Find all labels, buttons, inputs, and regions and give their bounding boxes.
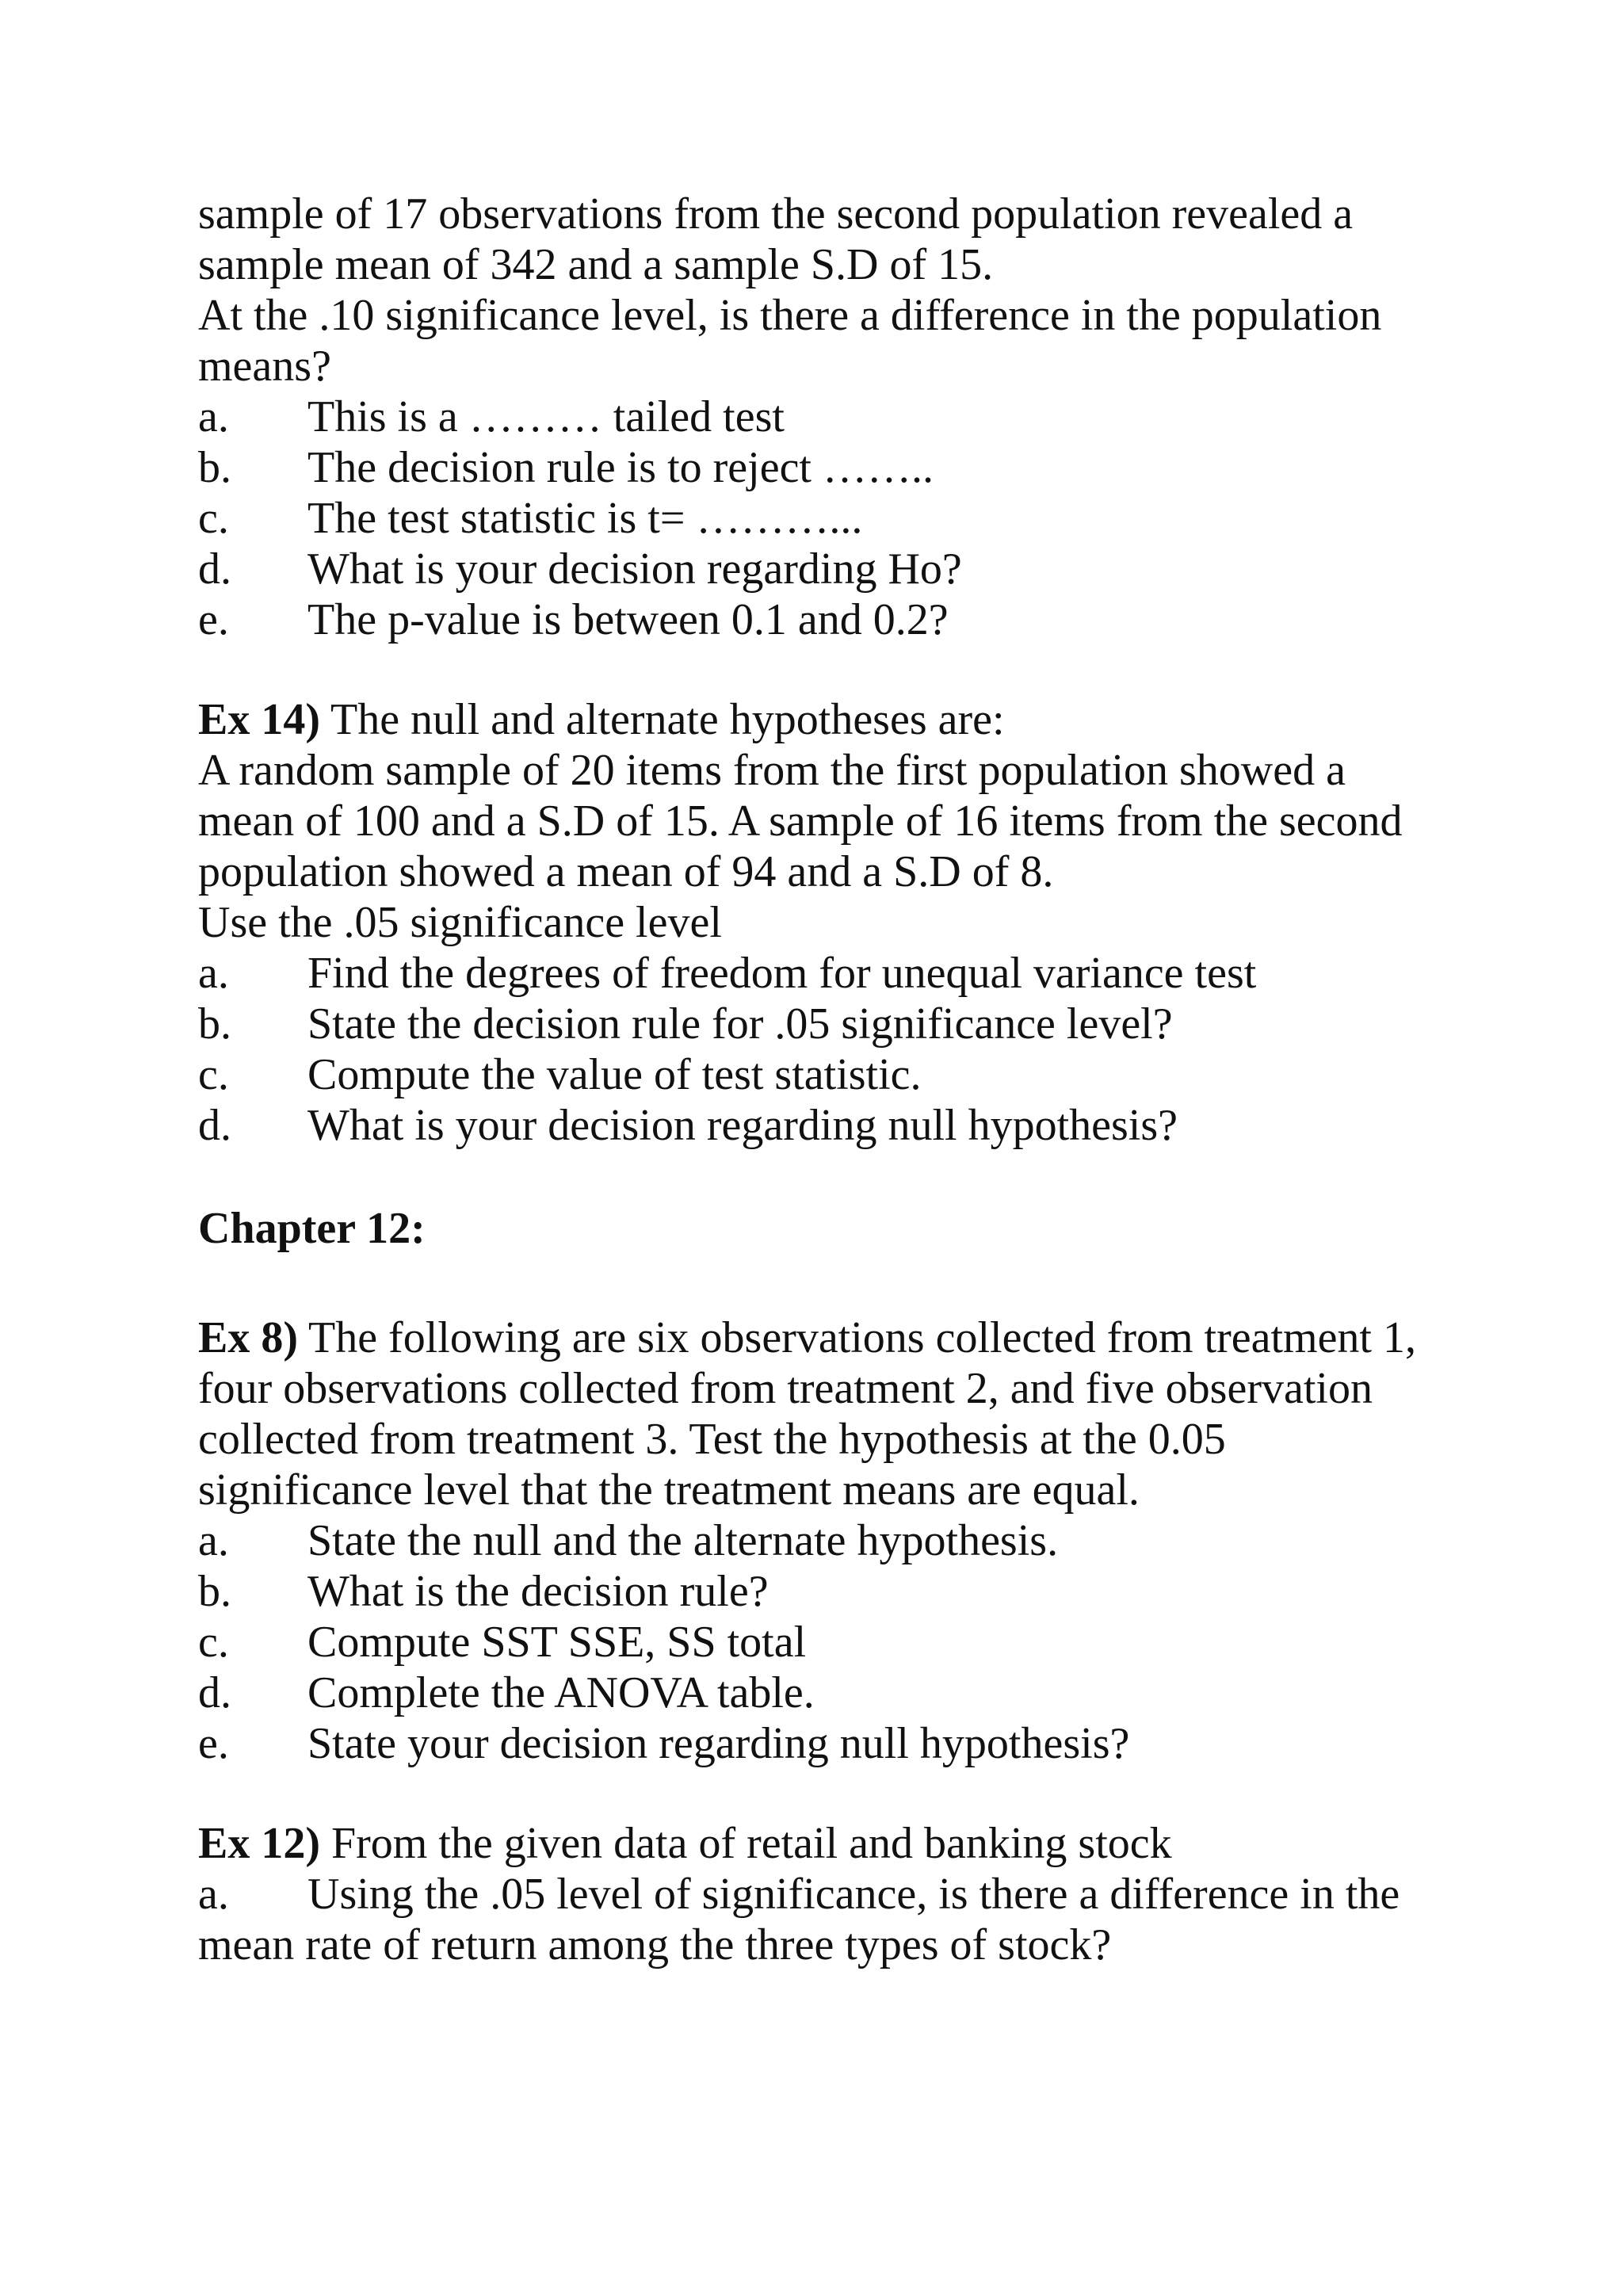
exercise-label: Ex 12): [198, 1819, 320, 1868]
item-text: Find the degrees of freedom for unequal variance test: [307, 949, 1257, 998]
item-marker: a.: [198, 1870, 229, 1919]
intro-line-3: At the .10 significance level, is there a difference in the population: [198, 291, 1382, 340]
item-marker: e.: [198, 595, 229, 644]
list-item: [198, 1718, 1466, 1769]
exercise-line-3: significance level that the treatment means are equal.: [198, 1465, 1140, 1515]
exercise-heading-text: The null and alternate hypotheses are:: [320, 695, 1005, 744]
item-text: Compute SST SSE, SS total: [307, 1618, 807, 1667]
item-text: Compute the value of test statistic.: [307, 1050, 922, 1099]
spacer: [198, 1769, 1466, 1818]
list-item: [198, 392, 1466, 442]
exercise-line-4: Use the .05 significance level: [198, 898, 722, 947]
list-item: [198, 442, 1466, 493]
list-item: [198, 544, 1466, 594]
list-item: [198, 1617, 1466, 1668]
item-marker: a.: [198, 392, 229, 441]
intro-section: [198, 189, 1466, 645]
exercise-label: Ex 14): [198, 695, 320, 744]
list-item: [198, 493, 1466, 544]
exercise-8: [198, 1312, 1466, 1769]
item-marker: c.: [198, 1050, 229, 1099]
item-marker: a.: [198, 949, 229, 998]
item-text: What is the decision rule?: [307, 1567, 769, 1616]
item-marker: b.: [198, 999, 231, 1049]
exercise-heading: [198, 1312, 1466, 1363]
list-item: [198, 999, 1466, 1049]
item-marker: c.: [198, 1618, 229, 1667]
item-marker: b.: [198, 443, 231, 492]
spacer: [198, 1151, 1466, 1203]
list-item: [198, 1515, 1466, 1566]
item-marker: d.: [198, 1668, 231, 1717]
exercise-14: [198, 694, 1466, 1151]
exercise-line-3: population showed a mean of 94 and a S.D of 8.: [198, 847, 1054, 896]
exercise-heading-text: The following are six observations collected from treatment 1,: [298, 1313, 1416, 1362]
item-marker: c.: [198, 494, 229, 543]
list-item: [198, 1668, 1466, 1718]
intro-line-1: sample of 17 observations from the second population revealed a: [198, 189, 1354, 239]
item-marker: a.: [198, 1516, 229, 1565]
exercise-heading: [198, 694, 1466, 745]
exercise-heading-text: From the given data of retail and banking stock: [320, 1819, 1172, 1868]
exercise-line-1: four observations collected from treatment 2, and five observation: [198, 1364, 1373, 1413]
item-text: What is your decision regarding Ho?: [307, 544, 962, 594]
list-item: [198, 1869, 1466, 1920]
spacer: [198, 1254, 1466, 1312]
item-marker: d.: [198, 544, 231, 594]
item-text: Complete the ANOVA table.: [307, 1668, 815, 1717]
item-text: What is your decision regarding null hypothesis?: [307, 1101, 1178, 1150]
item-text: The test statistic is t= ………...: [307, 494, 863, 543]
item-text: State the decision rule for .05 significance level?: [307, 999, 1173, 1049]
item-text: The p-value is between 0.1 and 0.2?: [307, 595, 949, 644]
item-text: State the null and the alternate hypothesis.: [307, 1516, 1059, 1565]
exercise-heading: [198, 1818, 1466, 1869]
list-item: [198, 594, 1466, 645]
exercise-line-1: A random sample of 20 items from the first population showed a: [198, 746, 1346, 795]
exercise-line-2: collected from treatment 3. Test the hypothesis at the 0.05: [198, 1415, 1226, 1464]
item-text: This is a ……… tailed test: [307, 392, 785, 441]
item-marker: d.: [198, 1101, 231, 1150]
item-text: State your decision regarding null hypothesis?: [307, 1719, 1130, 1768]
list-item: [198, 948, 1466, 999]
item-marker: e.: [198, 1719, 229, 1768]
list-item: [198, 1566, 1466, 1617]
chapter-title: Chapter 12:: [198, 1204, 426, 1253]
list-item: [198, 1049, 1466, 1100]
intro-line-2: sample mean of 342 and a sample S.D of 15.: [198, 240, 994, 289]
exercise-12: [198, 1818, 1466, 1970]
intro-line-4: means?: [198, 342, 331, 391]
list-item: [198, 1100, 1466, 1151]
item-text: Using the .05 level of significance, is there a difference in the: [307, 1870, 1400, 1919]
document-page: [198, 189, 1466, 1970]
spacer: [198, 645, 1466, 694]
exercise-label: Ex 8): [198, 1313, 298, 1362]
item-text: The decision rule is to reject ……..: [307, 443, 934, 492]
exercise-line-2: mean of 100 and a S.D of 15. A sample of 16 items from the second: [198, 797, 1403, 846]
item-marker: b.: [198, 1567, 231, 1616]
exercise-continuation: mean rate of return among the three types of stock?: [198, 1920, 1112, 1969]
